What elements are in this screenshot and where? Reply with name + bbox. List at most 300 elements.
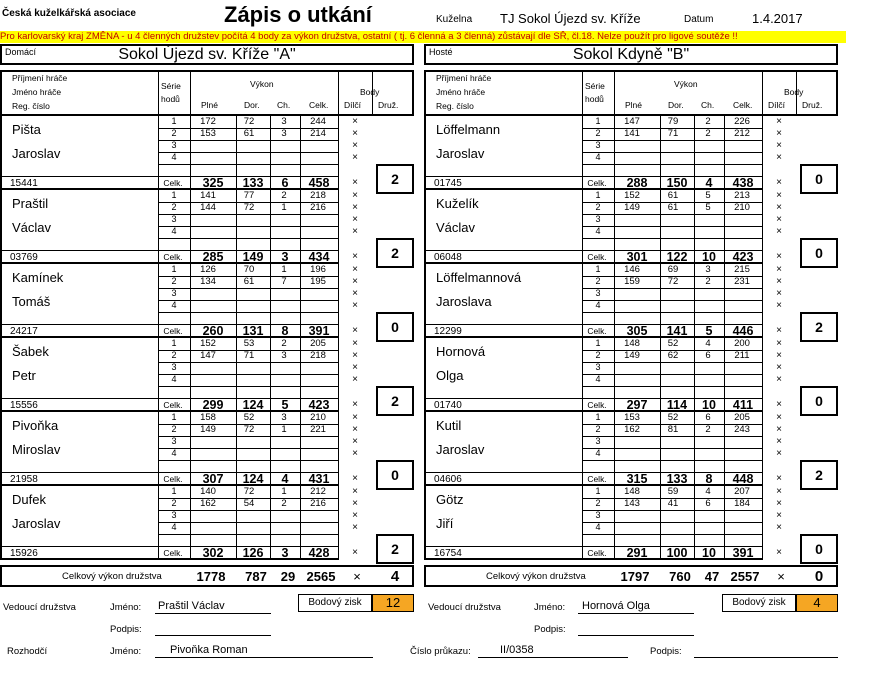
home-player-points: 0 — [376, 312, 414, 342]
home-hdr-body: Body — [360, 87, 380, 97]
home-serie-value: 53 — [243, 338, 255, 349]
home-x-mark: × — [352, 448, 358, 459]
home-total-plne: 1778 — [196, 569, 226, 584]
home-serie-number: 4 — [171, 300, 177, 310]
home-serie-value: 72 — [243, 486, 255, 497]
away-hdr-plne: Plné — [625, 100, 643, 110]
away-serie-value: 146 — [624, 264, 640, 275]
home-serie-value: 54 — [243, 498, 255, 509]
home-serie-number: 4 — [171, 226, 177, 236]
away-serie-value: 59 — [667, 486, 679, 497]
home-x-mark: × — [352, 510, 358, 521]
home-x-mark: × — [352, 300, 358, 311]
away-player-firstname: Olga — [436, 368, 464, 383]
home-name-label: Jméno: — [110, 602, 142, 613]
home-player-surname: Kamínek — [12, 270, 64, 285]
away-player-total: 288 — [626, 176, 648, 190]
away-total-points: 0 — [814, 568, 824, 585]
away-serie-number: 2 — [595, 128, 601, 138]
away-player-total: 122 — [666, 250, 688, 264]
away-score-value: 4 — [796, 594, 838, 612]
date-value: 1.4.2017 — [752, 11, 803, 26]
away-serie-value: 143 — [624, 498, 640, 509]
away-x-mark: × — [776, 214, 782, 225]
home-leader-underline — [155, 613, 271, 614]
away-series-line — [582, 288, 762, 289]
home-serie-value: 72 — [243, 202, 255, 213]
away-series-line — [582, 448, 762, 449]
home-series-line — [158, 522, 338, 523]
home-serie-number: 1 — [171, 486, 177, 496]
away-serie-number: 4 — [595, 226, 601, 236]
home-player-surname: Šabek — [12, 344, 49, 359]
home-hdr-dilci: Dílčí — [344, 100, 361, 110]
referee-sign-line[interactable] — [694, 657, 838, 658]
away-score-label: Bodový zisk — [722, 594, 796, 612]
away-series-line — [582, 214, 762, 215]
away-series-line — [582, 312, 762, 313]
home-hdr-celk: Celk. — [309, 100, 329, 110]
home-serie-value: 61 — [243, 128, 255, 139]
home-serie-number: 2 — [171, 498, 177, 508]
home-serie-value: 1 — [281, 486, 287, 497]
away-total-dor: 760 — [669, 569, 691, 584]
away-serie-number: 3 — [595, 214, 601, 224]
home-serie-number: 2 — [171, 350, 177, 360]
away-player-firstname: Jaroslav — [436, 146, 485, 161]
home-x-mark: × — [352, 325, 358, 336]
away-serie-number: 2 — [595, 498, 601, 508]
away-hdr-dor: Dor. — [668, 100, 684, 110]
home-serie-value: 212 — [310, 486, 326, 497]
home-x-mark: × — [352, 547, 358, 558]
away-serie-number: 1 — [595, 412, 601, 422]
away-serie-value: 147 — [624, 116, 640, 127]
home-player-total: 434 — [308, 250, 330, 264]
home-total-celk: 2565 — [306, 569, 336, 584]
away-serie-value: 3 — [705, 264, 711, 275]
away-x-mark: × — [776, 436, 782, 447]
home-serie-number: 2 — [171, 202, 177, 212]
home-serie-number: 3 — [171, 362, 177, 372]
home-player-surname: Pišta — [12, 122, 41, 137]
home-serie-number: 4 — [171, 374, 177, 384]
home-player-total: 6 — [281, 176, 289, 190]
home-serie-value: 2 — [281, 338, 287, 349]
referee-label: Rozhodčí — [7, 646, 48, 657]
away-player-total: 423 — [732, 250, 754, 264]
home-x-mark: × — [352, 202, 358, 213]
away-x-mark: × — [776, 202, 782, 213]
away-total-x: × — [777, 569, 785, 584]
away-frame-right-hdr — [836, 70, 838, 116]
home-leader-label: Vedoucí družstva — [3, 602, 76, 613]
home-hdr-plne: Plné — [201, 100, 219, 110]
home-player-total: 8 — [281, 324, 289, 338]
home-player-points: 2 — [376, 534, 414, 564]
rules-notice: Pro karlovarský kraj ZMĚNA - u 4 členných družstev počítá 4 body za výkon družstva, ostatní ( tj. 6 členná a 3 členná) zůstávají dle SŘ, čl.18. Nelze použít pro ligové soutěže !! — [0, 31, 846, 43]
away-player-total: 301 — [626, 250, 648, 264]
home-serie-value: 71 — [243, 350, 255, 361]
away-hdr-firstname: Jméno hráče — [436, 87, 486, 97]
home-player-total: 133 — [242, 176, 264, 190]
referee-name: Pivoňka Roman — [170, 644, 248, 656]
away-player-total: 305 — [626, 324, 648, 338]
away-serie-value: 4 — [705, 486, 711, 497]
away-x-mark: × — [776, 140, 782, 151]
away-serie-value: 231 — [734, 276, 750, 287]
away-x-mark: × — [776, 522, 782, 533]
away-player-total: 141 — [666, 324, 688, 338]
away-player-surname: Löffelmann — [436, 122, 501, 137]
away-serie-value: 52 — [667, 412, 679, 423]
home-serie-value: 1 — [281, 202, 287, 213]
away-serie-value: 4 — [705, 338, 711, 349]
home-x-mark: × — [352, 288, 358, 299]
home-team-bar — [0, 44, 414, 65]
home-leader-name: Praštil Václav — [158, 600, 225, 612]
away-col-series — [582, 70, 583, 560]
home-series-line — [158, 140, 338, 141]
home-player-total: 391 — [308, 324, 330, 338]
home-player-points: 0 — [376, 460, 414, 490]
away-x-mark: × — [776, 251, 782, 262]
home-serie-value: 153 — [200, 128, 216, 139]
home-player-total: 431 — [308, 472, 330, 486]
away-celk-label: Celk. — [587, 400, 607, 410]
away-serie-value: 149 — [624, 202, 640, 213]
home-serie-value: 172 — [200, 116, 216, 127]
home-hdr-ch: Ch. — [277, 100, 291, 110]
home-x-mark: × — [352, 412, 358, 423]
away-player-total: 10 — [702, 546, 716, 560]
away-serie-value: 211 — [734, 350, 750, 361]
away-serie-value: 152 — [624, 190, 640, 201]
away-x-mark: × — [776, 276, 782, 287]
referee-name-label: Jméno: — [110, 646, 142, 657]
home-player-total: 428 — [308, 546, 330, 560]
away-series-line — [582, 164, 762, 165]
home-serie-value: 72 — [243, 116, 255, 127]
away-player-surname: Götz — [436, 492, 464, 507]
away-serie-number: 2 — [595, 202, 601, 212]
away-player-firstname: Václav — [436, 220, 476, 235]
home-serie-number: 2 — [171, 128, 177, 138]
away-total-row — [424, 565, 838, 587]
away-series-line — [582, 386, 762, 387]
away-x-mark: × — [776, 547, 782, 558]
away-serie-number: 3 — [595, 362, 601, 372]
away-x-mark: × — [776, 448, 782, 459]
home-serie-value: 72 — [243, 424, 255, 435]
home-player-surname: Dufek — [12, 492, 46, 507]
away-player-reg: 01745 — [434, 178, 462, 189]
away-serie-number: 3 — [595, 436, 601, 446]
association-name: Česká kuželkářská asociace — [2, 8, 136, 19]
home-player-total: 3 — [281, 250, 289, 264]
home-hdr-dor: Dor. — [244, 100, 260, 110]
home-serie-number: 3 — [171, 214, 177, 224]
away-team-name: Sokol Kdyně "B" — [572, 46, 690, 63]
date-label: Datum — [684, 14, 714, 25]
away-player-total: 438 — [732, 176, 754, 190]
away-player-surname: Kuželík — [436, 196, 479, 211]
home-player-firstname: Václav — [12, 220, 52, 235]
home-x-mark: × — [352, 116, 358, 127]
away-x-mark: × — [776, 510, 782, 521]
away-serie-value: 79 — [667, 116, 679, 127]
away-player-total: 4 — [705, 176, 713, 190]
home-x-mark: × — [352, 436, 358, 447]
home-player-firstname: Petr — [12, 368, 36, 383]
home-x-mark: × — [352, 177, 358, 188]
home-hdr-reg: Reg. číslo — [12, 101, 50, 111]
away-serie-number: 4 — [595, 448, 601, 458]
home-player-firstname: Jaroslav — [12, 516, 61, 531]
away-hdr-reg: Reg. číslo — [436, 101, 474, 111]
away-player-reg: 12299 — [434, 326, 462, 337]
away-player-total: 133 — [666, 472, 688, 486]
away-serie-number: 1 — [595, 264, 601, 274]
away-serie-value: 62 — [667, 350, 679, 361]
home-celk-label: Celk. — [163, 178, 183, 188]
away-player-surname: Hornová — [436, 344, 486, 359]
home-serie-value: 158 — [200, 412, 216, 423]
away-serie-number: 2 — [595, 424, 601, 434]
home-player-points: 2 — [376, 164, 414, 194]
home-series-line — [158, 436, 338, 437]
home-score-label: Bodový zisk — [298, 594, 372, 612]
home-player-surname: Pivoňka — [12, 418, 59, 433]
away-player-reg: 06048 — [434, 252, 462, 263]
home-sign-line[interactable] — [155, 635, 271, 636]
away-player-reg: 16754 — [434, 548, 462, 559]
home-col-series — [158, 70, 159, 560]
home-series-line — [158, 312, 338, 313]
home-serie-number: 1 — [171, 116, 177, 126]
away-player-total: 100 — [666, 546, 688, 560]
home-x-mark: × — [352, 374, 358, 385]
home-series-line — [158, 386, 338, 387]
away-x-mark: × — [776, 374, 782, 385]
away-serie-number: 4 — [595, 374, 601, 384]
home-serie-value: 1 — [281, 424, 287, 435]
away-sign-label: Podpis: — [534, 624, 566, 635]
home-player-total: 3 — [281, 546, 289, 560]
away-player-surname: Kutil — [436, 418, 462, 433]
home-player-reg: 03769 — [10, 252, 38, 263]
home-player-total: 126 — [242, 546, 264, 560]
away-series-line — [582, 140, 762, 141]
away-celk-label: Celk. — [587, 548, 607, 558]
home-serie-number: 1 — [171, 264, 177, 274]
home-player-total: 124 — [242, 398, 264, 412]
away-serie-number: 3 — [595, 140, 601, 150]
away-celk-label: Celk. — [587, 326, 607, 336]
home-hdr-vykon: Výkon — [250, 79, 274, 89]
away-serie-value: 81 — [667, 424, 679, 435]
home-label: Domácí — [5, 47, 37, 57]
away-serie-value: 2 — [705, 116, 711, 127]
home-total-row — [0, 565, 414, 587]
away-series-line — [582, 522, 762, 523]
away-player-surname: Löffelmannová — [436, 270, 522, 285]
away-player-points: 0 — [800, 534, 838, 564]
home-serie-number: 4 — [171, 522, 177, 532]
away-serie-value: 69 — [667, 264, 679, 275]
home-serie-number: 1 — [171, 190, 177, 200]
home-x-mark: × — [352, 473, 358, 484]
home-player-total: 307 — [202, 472, 224, 486]
home-serie-value: 216 — [310, 498, 326, 509]
home-serie-number: 3 — [171, 436, 177, 446]
home-serie-value: 218 — [310, 350, 326, 361]
home-team-name: Sokol Újezd sv. Kříže "A" — [118, 46, 296, 63]
away-series-line — [582, 460, 762, 461]
away-serie-value: 212 — [734, 128, 750, 139]
away-serie-value: 6 — [705, 412, 711, 423]
away-serie-value: 159 — [624, 276, 640, 287]
away-serie-value: 141 — [624, 128, 640, 139]
home-hdr-serie: Série — [161, 81, 181, 91]
away-player-firstname: Jaroslav — [436, 442, 485, 457]
home-serie-number: 1 — [171, 412, 177, 422]
away-player-points: 0 — [800, 386, 838, 416]
home-series-line — [158, 534, 338, 535]
away-hdr-body: Body — [784, 87, 804, 97]
home-hdr-druz: Druž. — [378, 100, 399, 110]
away-leader-label: Vedoucí družstva — [428, 602, 501, 613]
home-serie-value: 3 — [281, 128, 287, 139]
page-title: Zápis o utkání — [224, 2, 372, 27]
home-serie-number: 1 — [171, 338, 177, 348]
away-label: Hosté — [429, 47, 453, 57]
home-x-mark: × — [352, 424, 358, 435]
home-serie-value: 2 — [281, 190, 287, 201]
away-serie-value: 5 — [705, 190, 711, 201]
home-serie-value: 3 — [281, 350, 287, 361]
away-series-line — [582, 300, 762, 301]
home-serie-value: 147 — [200, 350, 216, 361]
away-celk-label: Celk. — [587, 178, 607, 188]
home-player-firstname: Miroslav — [12, 442, 61, 457]
home-serie-value: 61 — [243, 276, 255, 287]
away-player-points: 0 — [800, 164, 838, 194]
away-player-total: 10 — [702, 250, 716, 264]
away-serie-value: 148 — [624, 338, 640, 349]
home-serie-value: 3 — [281, 412, 287, 423]
home-serie-value: 216 — [310, 202, 326, 213]
home-player-total: 4 — [281, 472, 289, 486]
away-series-line — [582, 362, 762, 363]
away-serie-number: 3 — [595, 288, 601, 298]
home-serie-value: 221 — [310, 424, 326, 435]
away-x-mark: × — [776, 190, 782, 201]
home-celk-label: Celk. — [163, 400, 183, 410]
away-serie-number: 4 — [595, 300, 601, 310]
away-player-total: 150 — [666, 176, 688, 190]
home-serie-number: 4 — [171, 448, 177, 458]
home-serie-value: 141 — [200, 190, 216, 201]
card-number: II/0358 — [500, 644, 534, 656]
away-player-points: 2 — [800, 460, 838, 490]
home-serie-value: 244 — [310, 116, 326, 127]
away-total-celk: 2557 — [730, 569, 760, 584]
away-x-mark: × — [776, 128, 782, 139]
away-serie-value: 243 — [734, 424, 750, 435]
away-serie-value: 2 — [705, 424, 711, 435]
home-serie-value: 218 — [310, 190, 326, 201]
home-x-mark: × — [352, 264, 358, 275]
away-player-total: 391 — [732, 546, 754, 560]
away-player-total: 448 — [732, 472, 754, 486]
away-sign-line[interactable] — [578, 635, 694, 636]
home-player-reg: 15556 — [10, 400, 38, 411]
home-x-mark: × — [352, 140, 358, 151]
home-player-total: 149 — [242, 250, 264, 264]
away-serie-value: 41 — [667, 498, 679, 509]
away-frame-top — [424, 70, 838, 72]
away-serie-value: 52 — [667, 338, 679, 349]
away-hdr-hodu: hodů — [585, 94, 604, 104]
home-total-label: Celkový výkon družstva — [62, 571, 162, 582]
away-player-reg: 01740 — [434, 400, 462, 411]
home-total-points: 4 — [390, 568, 400, 585]
away-team-bar — [424, 44, 838, 65]
away-serie-number: 1 — [595, 486, 601, 496]
away-serie-value: 162 — [624, 424, 640, 435]
away-serie-value: 2 — [705, 128, 711, 139]
referee-underline — [155, 657, 373, 658]
home-player-total: 458 — [308, 176, 330, 190]
home-sign-label: Podpis: — [110, 624, 142, 635]
away-serie-value: 215 — [734, 264, 750, 275]
home-frame-right-hdr — [412, 70, 414, 116]
home-player-surname: Praštil — [12, 196, 49, 211]
away-serie-value: 5 — [705, 202, 711, 213]
card-label: Číslo průkazu: — [410, 646, 471, 657]
home-player-reg: 15441 — [10, 178, 38, 189]
home-serie-value: 149 — [200, 424, 216, 435]
away-total-plne: 1797 — [620, 569, 650, 584]
venue-value: TJ Sokol Újezd sv. Kříže — [500, 11, 641, 26]
away-series-line — [582, 152, 762, 153]
home-x-mark: × — [352, 276, 358, 287]
home-x-mark: × — [352, 251, 358, 262]
away-name-label: Jméno: — [534, 602, 566, 613]
home-x-mark: × — [352, 190, 358, 201]
away-frame-left — [424, 70, 426, 560]
home-frame-left — [0, 70, 2, 560]
home-x-mark: × — [352, 350, 358, 361]
home-serie-value: 70 — [243, 264, 255, 275]
away-serie-value: 6 — [705, 350, 711, 361]
home-serie-number: 2 — [171, 276, 177, 286]
away-series-line — [582, 374, 762, 375]
home-series-line — [158, 362, 338, 363]
home-series-line — [158, 300, 338, 301]
away-player-total: 446 — [732, 324, 754, 338]
away-x-mark: × — [776, 226, 782, 237]
away-x-mark: × — [776, 288, 782, 299]
away-serie-value: 226 — [734, 116, 750, 127]
away-player-total: 10 — [702, 398, 716, 412]
away-serie-number: 4 — [595, 152, 601, 162]
away-hdr-druz: Druž. — [802, 100, 823, 110]
away-celk-label: Celk. — [587, 252, 607, 262]
away-series-line — [582, 238, 762, 239]
away-x-mark: × — [776, 350, 782, 361]
